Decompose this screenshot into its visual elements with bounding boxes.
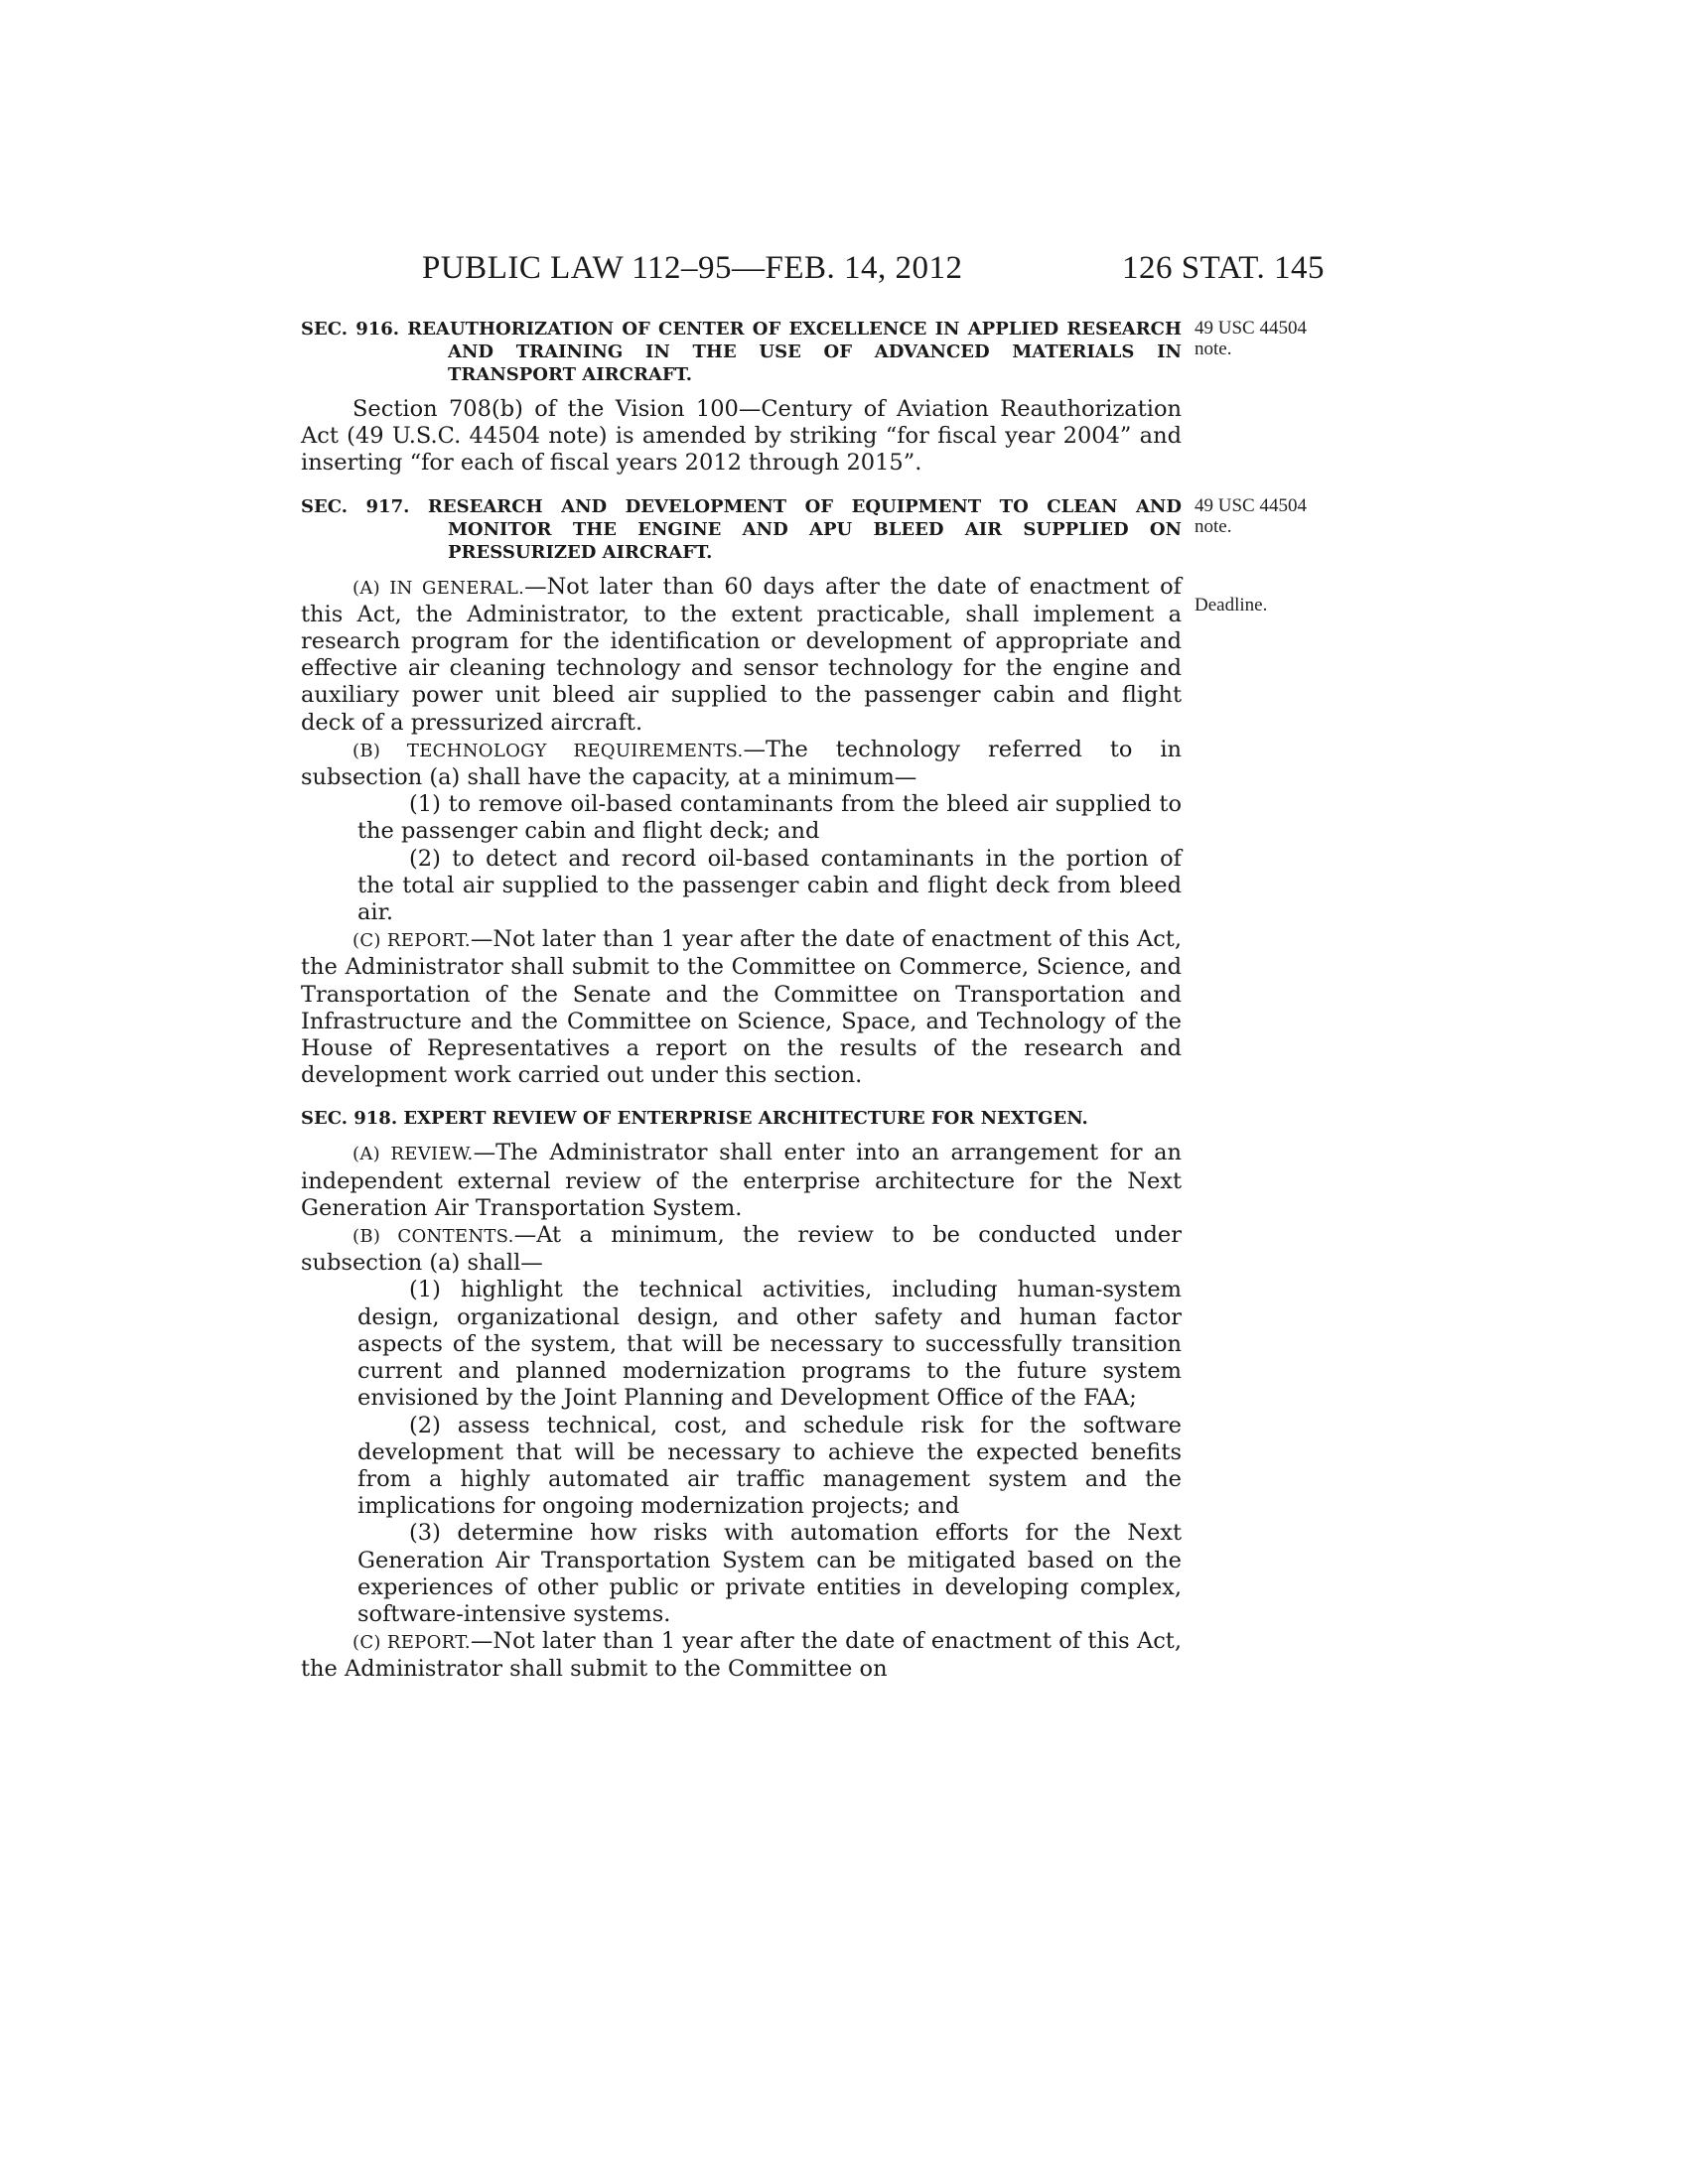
subsection-a (301, 1140, 1182, 1222)
subsection-b (301, 1222, 1182, 1277)
subsection-label: (C) REPORT. (352, 1632, 471, 1654)
page-header (0, 250, 1688, 290)
subsection-text: —The technology referred to in subsection (a) shall have the capacity, at a minimum— (301, 736, 1182, 791)
margin-note-deadline (1195, 595, 1353, 615)
subsection-label: (A) REVIEW. (352, 1144, 474, 1165)
margin-note-note: note. (1195, 339, 1232, 359)
section-918 (301, 1107, 1182, 1683)
paragraph-b2: (2) to detect and record oil-based contaminants in the portion of the total air supplied to the passenger cabin and flight deck from bleed air. (357, 845, 1182, 926)
paragraph-b2: (2) assess technical, cost, and schedule risk for the software development that will be necessary to achieve the expected benefits from a highly automated air traffic management system and the implications for ongoing modernization projects; and (357, 1412, 1182, 1520)
subsection-label: (A) IN GENERAL. (352, 577, 525, 599)
margin-note-deadline-label: Deadline. (1195, 594, 1268, 615)
subsection-c (301, 1628, 1182, 1683)
subsection-text: —Not later than 1 year after the date of enactment of this Act, the Administrator shall submit to the Committee on (301, 1628, 1183, 1683)
paragraph-b3: (3) determine how risks with automation efforts for the Next Generation Air Transportation System can be mitigated based on the experiences of other public or private entities in developing complex, software-intensive systems. (357, 1520, 1182, 1627)
subsection-label: (B) CONTENTS. (352, 1226, 514, 1248)
subsection-text: —The Administrator shall enter into an arrangement for an independent external review of the enterprise architecture for the Next Generation Air Transportation System. (301, 1140, 1182, 1221)
section-heading: SEC. 916. REAUTHORIZATION OF CENTER OF EXCELLENCE IN APPLIED RESEARCH AND TRAINING IN THE USE OF ADVANCED MATERIALS IN TRANSPORT AIRCRAFT. (301, 319, 1182, 385)
margin-note-note: note. (1195, 515, 1232, 537)
section-heading: SEC. 917. RESEARCH AND DEVELOPMENT OF EQUIPMENT TO CLEAN AND MONITOR THE ENGINE AND APU BLEED AIR SUPPLIED ON PRESSURIZED AIRCRAFT. (301, 495, 1182, 563)
margin-note-usc-917 (1195, 495, 1353, 537)
subsection-label: (C) REPORT. (352, 930, 471, 952)
document-body (301, 318, 1307, 1684)
margin-note-usc-916 (1195, 318, 1353, 359)
section-gap (301, 478, 1182, 495)
statute-page-number: 126 STAT. 145 (1122, 250, 1326, 286)
subsection-c (301, 926, 1182, 1089)
subsection-text: —Not later than 60 days after the date of enactment of this Act, the Administrator, to the extent practicable, shall implement a research program for the identification or development of appropriate and effective air cleaning technology and sensor technology for the engine and auxiliary power unit bleed air supplied to the passenger cabin and flight deck of a pressurized aircraft. (301, 573, 1183, 736)
section-gap (301, 1089, 1182, 1107)
subsection-text: —At a minimum, the review to be conducted under subsection (a) shall— (301, 1222, 1182, 1277)
subsection-label: (B) TECHNOLOGY REQUIREMENTS. (352, 740, 744, 761)
paragraph-b1: (1) to remove oil-based contaminants from the bleed air supplied to the passenger cabin and flight deck; and (357, 791, 1182, 845)
paragraph-b1: (1) highlight the technical activities, including human-system design, organizational design, and other safety and human factor aspects of the system, that will be necessary to successfully transition current and planned modernization programs to the future system envisioned by the Joint Planning and Development Office of the FAA; (357, 1277, 1182, 1412)
section-917 (301, 494, 1307, 1090)
subsection-text: —Not later than 1 year after the date of enactment of this Act, the Administrator shall submit to the Committee on Commerce, Science, and Transportation of the Senate and the Committee on Transportation and Infrastructure and the Committee on Science, Space, and Technology of the House of Representatives a report on the results of the research and development work carried out under this section. (301, 926, 1183, 1089)
section-916 (301, 318, 1307, 478)
subsection-b (301, 737, 1182, 791)
margin-note-citation: 49 USC 44504 (1195, 494, 1307, 516)
running-header-title: PUBLIC LAW 112–95—FEB. 14, 2012 (422, 250, 963, 286)
section-paragraph: Section 708(b) of the Vision 100—Century of Aviation Reauthorization Act (49 U.S.C. 44504 note) is amended by striking “for fiscal year 2004” and inserting “for each of fiscal years 2012 through 2015”. (301, 396, 1182, 477)
margin-note-citation: 49 USC 44504 (1195, 318, 1307, 339)
subsection-a (301, 574, 1182, 737)
section-heading: SEC. 918. EXPERT REVIEW OF ENTERPRISE ARCHITECTURE FOR NEXTGEN. (301, 1108, 1088, 1130)
